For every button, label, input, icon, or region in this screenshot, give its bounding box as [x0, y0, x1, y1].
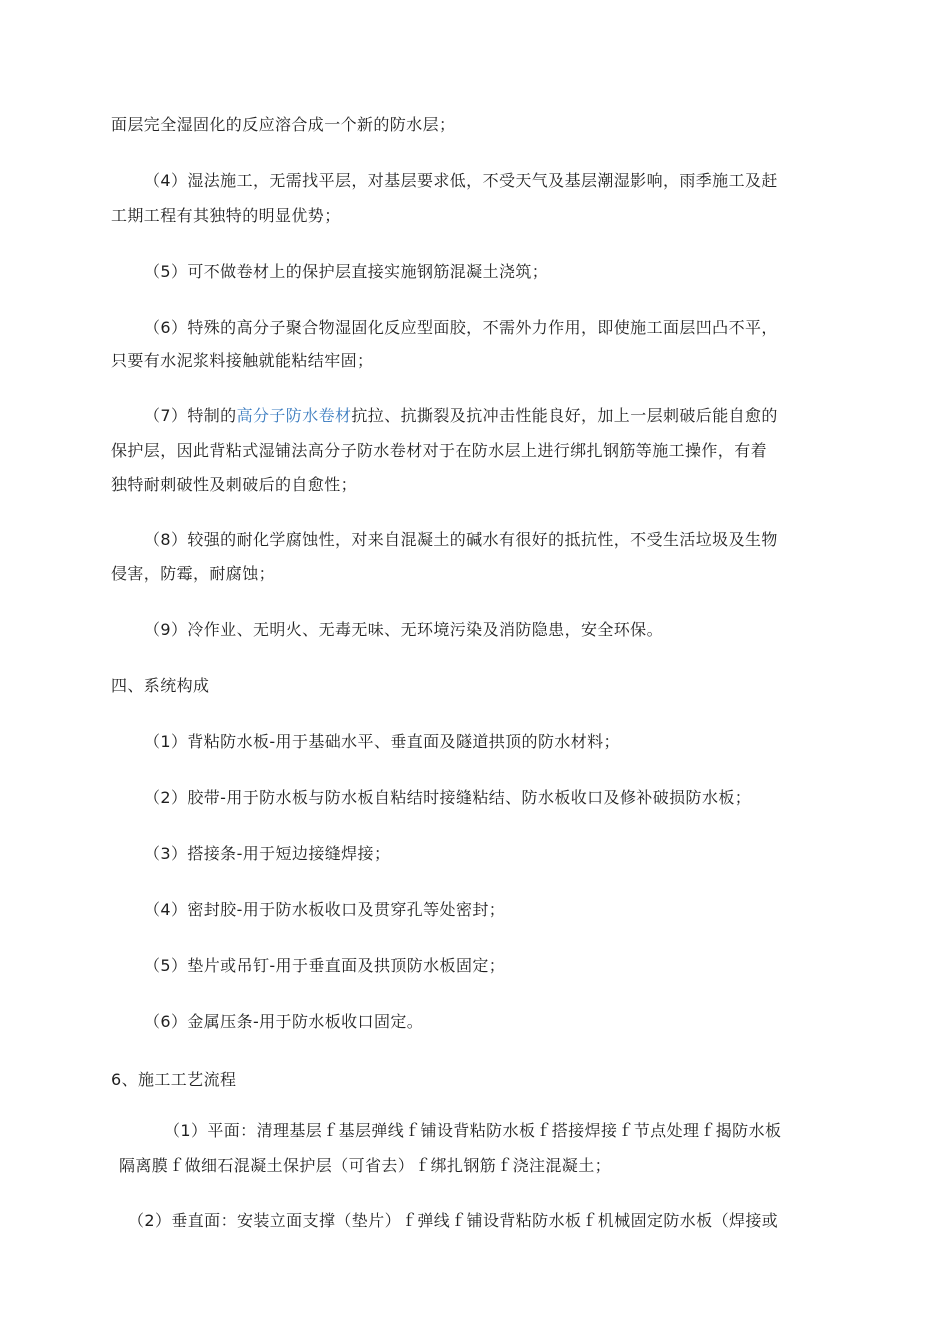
section-heading-process: 6、施工工艺流程	[111, 1070, 237, 1089]
system-item-5: （5）垫片或吊钉-用于垂直面及拱顶防水板固定；	[144, 956, 506, 975]
item-7-line-1	[144, 405, 778, 427]
item-7-suffix: 抗拉、抗撕裂及抗冲击性能良好，加上一层刺破后能自愈的	[351, 406, 778, 425]
process-item-1-line-1: （1）平面：清理基层ｆ基层弹线ｆ铺设背粘防水板ｆ搭接焊接ｆ节点处理ｆ揭防水板	[164, 1121, 782, 1140]
system-item-1: （1）背粘防水板-用于基础水平、垂直面及隧道拱顶的防水材料；	[144, 732, 620, 751]
paragraph-continuation: 面层完全湿固化的反应溶合成一个新的防水层；	[111, 115, 456, 134]
item-7-line-2: 保护层，因此背粘式湿铺法高分子防水卷材对于在防水层上进行绑扎钢筋等施工操作，有着	[111, 441, 768, 460]
system-item-2: （2）胶带-用于防水板与防水板自粘结时接缝粘结、防水板收口及修补破损防水板；	[144, 788, 752, 807]
system-item-4: （4）密封胶-用于防水板收口及贯穿孔等处密封；	[144, 900, 506, 919]
section-heading-system: 四、系统构成	[111, 676, 210, 695]
item-8-line-1: （8）较强的耐化学腐蚀性，对来自混凝土的碱水有很好的抵抗性，不受生活垃圾及生物	[144, 530, 778, 549]
item-4-line-1: （4）湿法施工，无需找平层，对基层要求低，不受天气及基层潮湿影响，雨季施工及赶	[144, 171, 778, 190]
item-7-line-3: 独特耐刺破性及刺破后的自愈性；	[111, 475, 358, 494]
item-5: （5）可不做卷材上的保护层直接实施钢筋混凝土浇筑；	[144, 262, 549, 281]
process-item-2-line-1: （2）垂直面：安装立面支撑（垫片）ｆ弹线ｆ铺设背粘防水板ｆ机械固定防水板（焊接或	[128, 1211, 779, 1230]
item-7-prefix: （7）特制的	[144, 406, 237, 425]
item-4-line-2: 工期工程有其独特的明显优势；	[111, 206, 341, 225]
material-link[interactable]: 高分子防水卷材	[236, 406, 352, 425]
system-item-6: （6）金属压条-用于防水板收口固定。	[144, 1012, 424, 1031]
system-item-3: （3）搭接条-用于短边接缝焊接；	[144, 844, 391, 863]
item-9: （9）冷作业、无明火、无毒无味、无环境污染及消防隐患，安全环保。	[144, 620, 663, 639]
item-8-line-2: 侵害，防霉，耐腐蚀；	[111, 564, 276, 583]
process-item-1-line-2: 隔离膜ｆ做细石混凝土保护层（可省去）ｆ绑扎钢筋ｆ浇注混凝土；	[119, 1156, 612, 1175]
item-6-line-1: （6）特殊的高分子聚合物湿固化反应型面胶，不需外力作用，即使施工面层凹凸不平，	[144, 318, 778, 337]
item-6-line-2: 只要有水泥浆料接触就能粘结牢固；	[111, 351, 374, 370]
